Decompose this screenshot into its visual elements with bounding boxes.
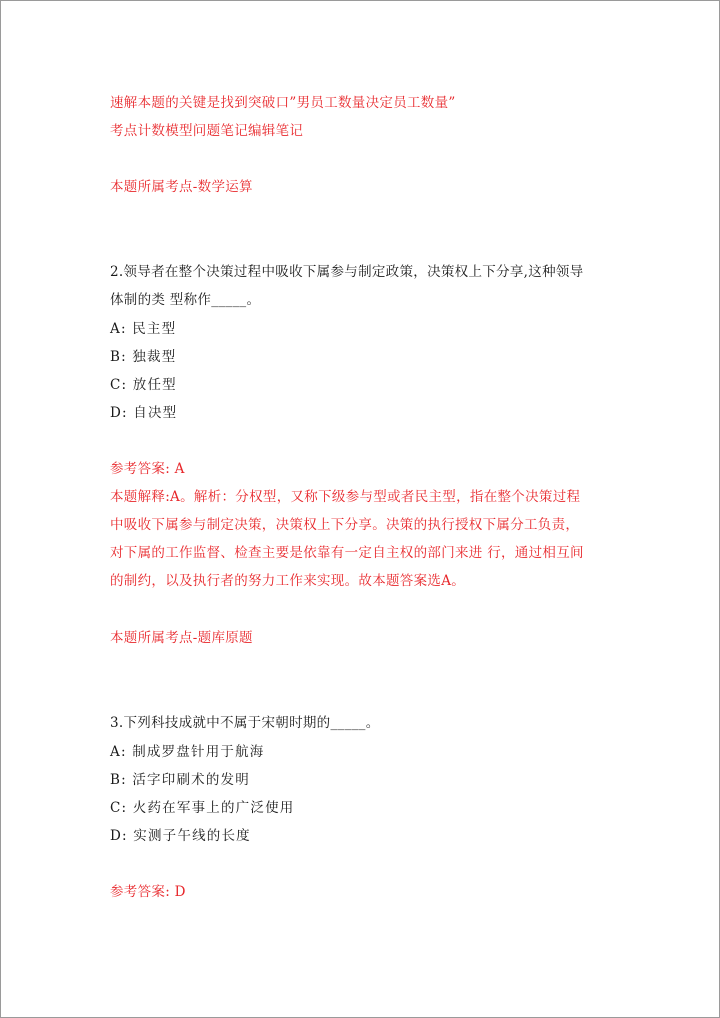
option-a: A: 民主型 <box>110 321 177 337</box>
question-stem: 3.下列科技成就中不属于宋朝时期的_____。 <box>110 715 380 731</box>
answer-label: 参考答案: A <box>110 461 185 477</box>
intro-line: 速解本题的关键是找到突破口”男员工数量决定员工数量” <box>110 95 456 111</box>
option-b: B: 活字印刷术的发明 <box>110 772 250 788</box>
question-stem: 2.领导者在整个决策过程中吸收下属参与制定政策，决策权上下分享,这种领导 <box>110 264 584 280</box>
topic-label: 本题所属考点-数学运算 <box>110 179 253 195</box>
explanation-line: 本题解释:A。解析：分权型，又称下级参与型或者民主型，指在整个决策过程 <box>110 489 581 505</box>
explanation-line: 中吸收下属参与制定决策，决策权上下分享。决策的执行授权下属分工负责， <box>110 517 580 533</box>
option-c: C: 放任型 <box>110 377 177 393</box>
option-d: D: 自决型 <box>110 405 178 421</box>
option-d: D: 实测子午线的长度 <box>110 828 251 844</box>
answer-label: 参考答案: D <box>110 884 186 900</box>
option-a: A: 制成罗盘针用于航海 <box>110 744 265 760</box>
intro-line: 考点计数模型问题笔记编辑笔记 <box>110 123 304 139</box>
question-stem: 体制的类 型称作_____。 <box>110 292 261 308</box>
topic-label: 本题所属考点-题库原题 <box>110 630 253 646</box>
explanation-line: 的制约，以及执行者的努力工作来实现。故本题答案选A。 <box>110 573 466 589</box>
option-c: C: 火药在军事上的广泛使用 <box>110 800 295 816</box>
option-b: B: 独裁型 <box>110 349 177 365</box>
explanation-line: 对下属的工作监督、检查主要是依靠有一定自主权的部门来进 行，通过相互间 <box>110 545 584 561</box>
